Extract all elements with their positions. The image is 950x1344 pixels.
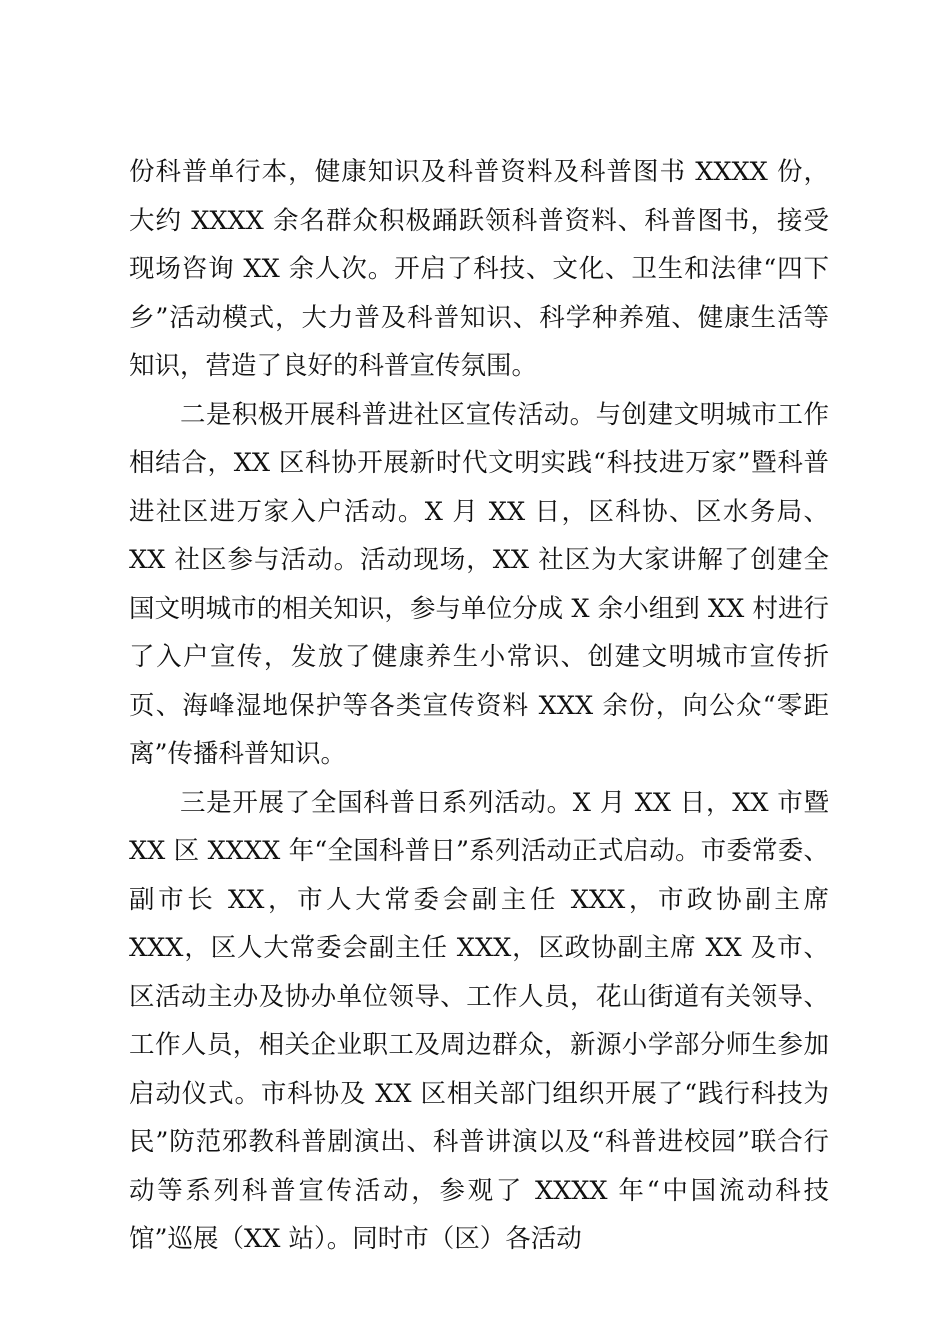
document-body (129, 148, 829, 1264)
paragraph-2: 二是积极开展科普进社区宣传活动。与创建文明城市工作相结合，XX 区科协开展新时代文明实践“科技进万家”暨科普进社区进万家入户活动。X 月 XX 日，区科协、区水务局、XX 社区参与活动。活动现场，XX 社区为大家讲解了创建全国文明城市的相关知识，参与单位分成 X 余小组到 XX 村进行了入户宣传，发放了健康养生小常识、创建文明城市宣传折页、海峰湿地保护等各类宣传资料 XXX 余份，向公众“零距离”传播科普知识。 (129, 399, 829, 769)
paragraph-1: 份科普单行本，健康知识及科普资料及科普图书 XXXX 份，大约 XXXX 余名群众积极踊跃领科普资料、科普图书，接受现场咨询 XX 余人次。开启了科技、文化、卫生和法律“四下乡”活动模式，大力普及科普知识、科学种养殖、健康生活等知识，营造了良好的科普宣传氛围。 (129, 157, 829, 381)
paragraph-3: 三是开展了全国科普日系列活动。X 月 XX 日，XX 市暨 XX 区 XXXX 年“全国科普日”系列活动正式启动。市委常委、副市长 XX，市人大常委会副主任 XXX，市政协副主席 XXX，区人大常委会副主任 XXX，区政协副主席 XX 及市、区活动主办及协办单位领导、工作人员，花山街道有关领导、工作人员，相关企业职工及周边群众，新源小学部分师生参加启动仪式。市科协及 XX 区相关部门组织开展了“践行科技为民”防范邪教科普剧演出、科普讲演以及“科普进校园”联合行动等系列科普宣传活动，参观了 XXXX 年“中国流动科技馆”巡展（XX 站）。同时市（区）各活动 (129, 787, 829, 1254)
